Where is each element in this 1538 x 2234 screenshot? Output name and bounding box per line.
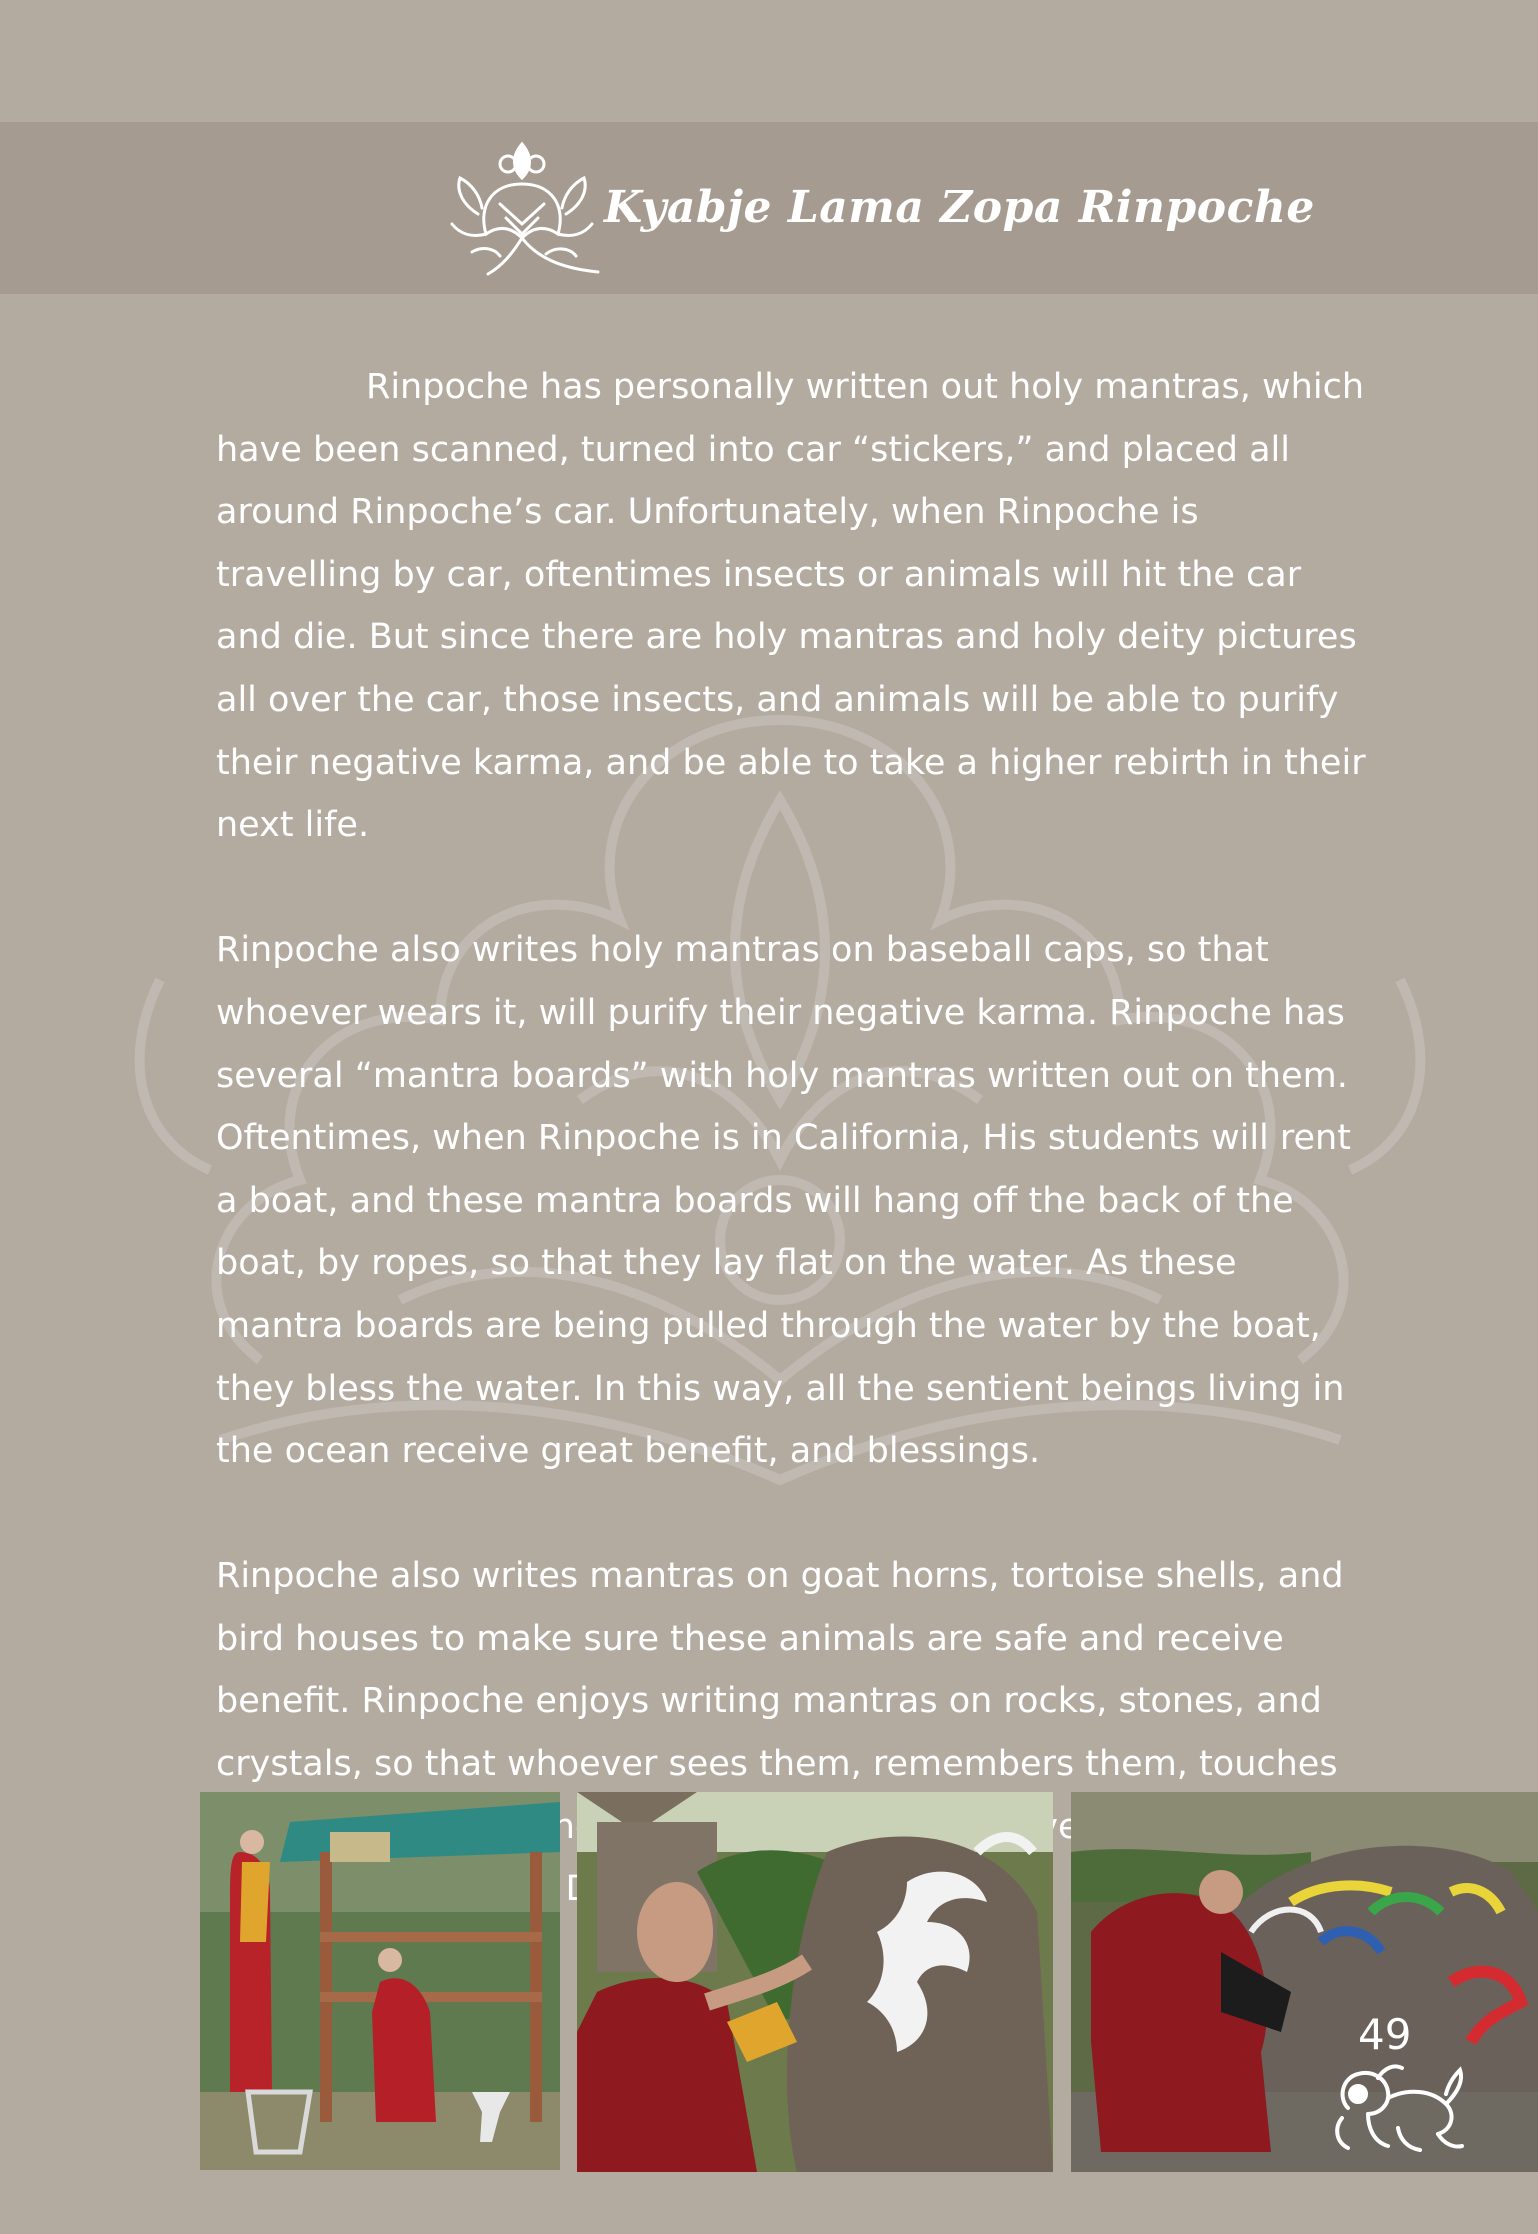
snow-lion-icon	[1328, 2058, 1466, 2158]
paragraph: Rinpoche has personally written out holy mantras, which have been scanned, turned into car “stickers,” and placed all around Rinpoche’s car. Unfortunately, when Rinpoche is travelling by car, oftentimes insects or animals will hit the car and die. But since there are holy mantras and holy deity pictures all over the car, those insects, and animals will be able to purify their negative karma, and be able to take a higher rebirth in their next life.	[216, 367, 1366, 846]
photo-rock-painting	[577, 1792, 1053, 2172]
photo-boulder-mantras	[1071, 1792, 1538, 2172]
page-number: 49	[1358, 2010, 1412, 2059]
body-text	[216, 356, 1366, 1983]
lotus-flower-icon	[442, 134, 602, 282]
page-title: Kyabje Lama Zopa Rinpoche	[604, 182, 1315, 233]
paragraph: Rinpoche also writes mantras on goat horns, tortoise shells, and bird houses to make sure these animals are safe and receive benefit. Rinpoche enjoys writing mantras on rocks, stones, and crystals, so that whoever sees them, remembers them, touches	[216, 1556, 1344, 1785]
photo-mantra-board	[200, 1792, 560, 2170]
paragraph: Rinpoche also writes holy mantras on baseball caps, so that whoever wears it, will purify their negative karma. Rinpoche has several “mantra boards” with holy mantras written out on them. Oftentimes, when Rinpoche is in California, His students will rent a boat, and these mantra boards will hang off the back of the boat, by ropes, so that they lay flat on the water. As these mantra boards are being pulled through the water by the boat, they bless the water. In this way, all the sentient beings living in the ocean receive great benefit, and blessings.	[216, 930, 1351, 1472]
